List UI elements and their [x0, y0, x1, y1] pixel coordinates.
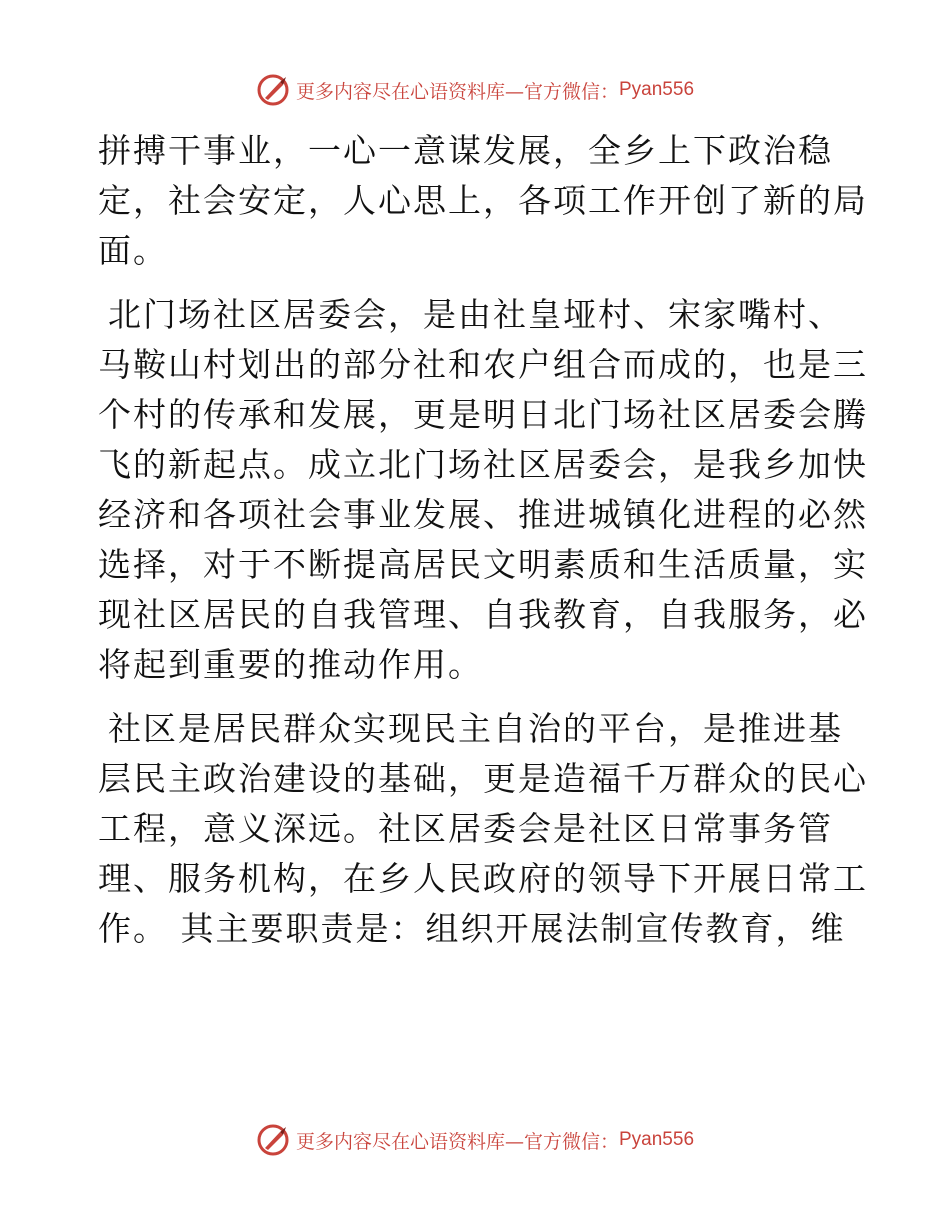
banner-wechat-handle: Pyan556 [619, 79, 695, 100]
text-line: 北门场社区居委会，是由社皇垭村、宋家嘴村、 [108, 295, 843, 334]
text-line: 理、服务机构，在乡人民政府的领导下开展日常工 [98, 859, 868, 898]
text-line: 作。 其主要职责是：组织开展法制宣传教育，维 [98, 909, 846, 948]
text-line: 定，社会安定，人心思上，各项工作开创了新的局 [98, 181, 868, 220]
header-watermark-banner [0, 70, 950, 110]
text-line: 拼搏干事业，一心一意谋发展，全乡上下政治稳 [98, 131, 833, 170]
text-line: 经济和各项社会事业发展、推进城镇化进程的必然 [98, 495, 868, 534]
text-line: 现社区居民的自我管理、自我教育，自我服务，必 [98, 595, 868, 634]
banner-wechat-handle: Pyan556 [619, 1129, 695, 1150]
text-line: 面。 [98, 231, 168, 270]
quill-logo-icon [256, 73, 290, 107]
text-line: 马鞍山村划出的部分社和农户组合而成的，也是三 [98, 345, 868, 384]
text-line: 将起到重要的推动作用。 [98, 645, 483, 684]
text-line: 层民主政治建设的基础，更是造福千万群众的民心 [98, 759, 868, 798]
banner-separator: —官方微信： [504, 80, 619, 103]
banner-separator: —官方微信： [504, 1130, 619, 1153]
text-line: 个村的传承和发展，更是明日北门场社区居委会腾 [98, 395, 868, 434]
text-line: 选择，对于不断提高居民文明素质和生活质量，实 [98, 545, 868, 584]
text-line: 社区是居民群众实现民主自治的平台，是推进基 [108, 709, 843, 748]
paragraph-2 [98, 290, 868, 690]
document-body [98, 126, 868, 968]
banner-text: 更多内容尽在心语资料库 [295, 1130, 505, 1153]
paragraph-3 [98, 704, 868, 954]
banner-text: 更多内容尽在心语资料库 [295, 80, 505, 103]
text-line: 工程，意义深远。社区居委会是社区日常事务管 [98, 809, 833, 848]
text-line: 飞的新起点。成立北门场社区居委会，是我乡加快 [98, 445, 868, 484]
paragraph-1 [98, 126, 868, 276]
quill-logo-icon [256, 1123, 290, 1157]
footer-watermark-banner [0, 1120, 950, 1160]
